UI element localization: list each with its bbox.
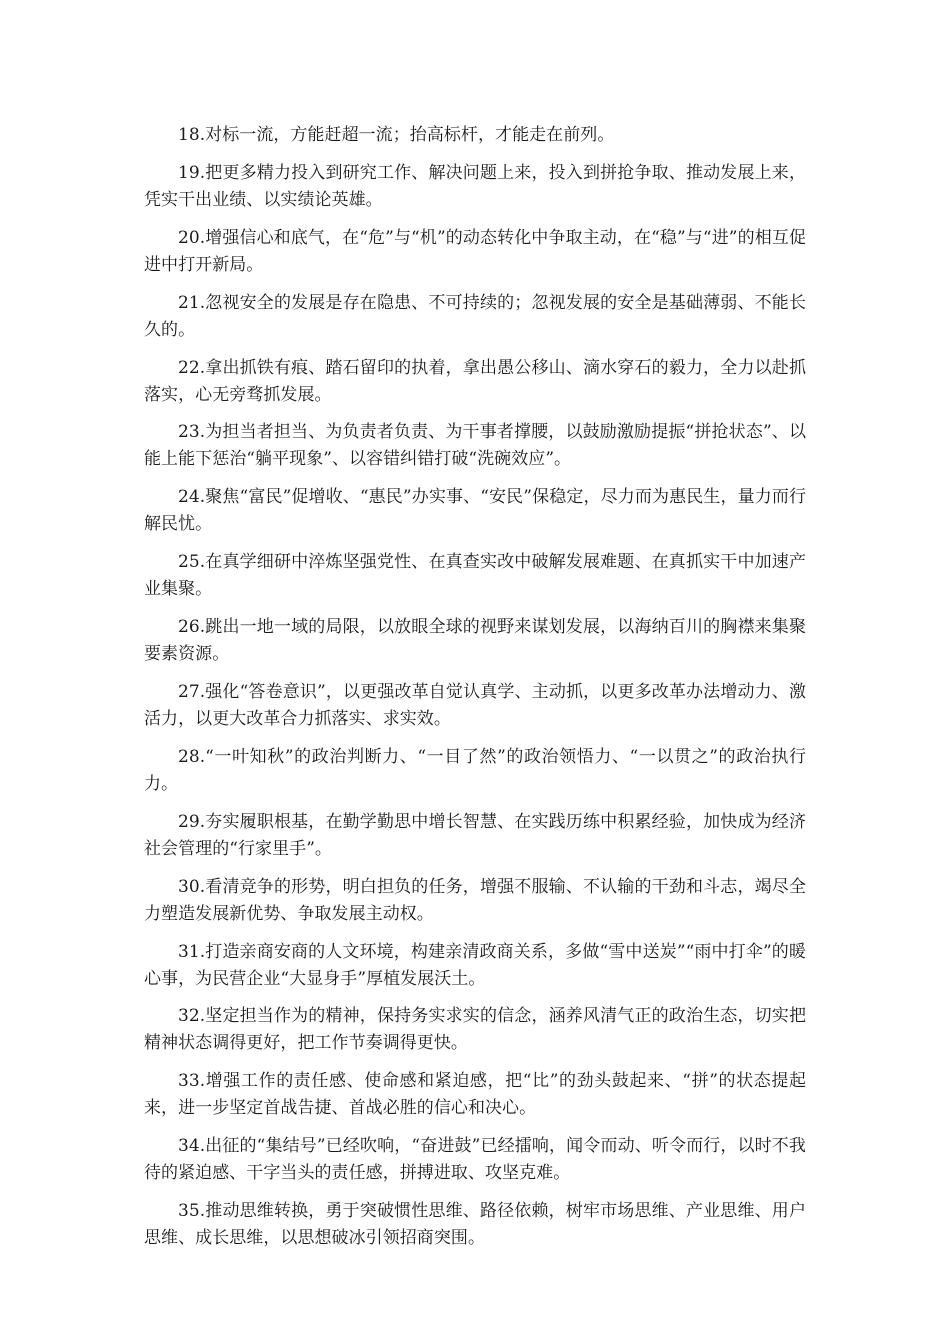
paragraph-23: 23.为担当者担当、为负责者负责、为干事者撑腰，以鼓励激励提振“拼抢状态”、以能上能下惩治“躺平现象”、以容错纠错打破“洗碗效应”。	[144, 422, 806, 470]
paragraph-35: 35.推动思维转换，勇于突破惯性思维、路径依赖，树牢市场思维、产业思维、用户思维、成长思维，以思想破冰引领招商突围。	[144, 1201, 806, 1249]
paragraph-24: 24.聚焦“富民”促增收、“惠民”办实事、“安民”保稳定，尽力而为惠民生，量力而行解民忧。	[144, 487, 806, 535]
paragraph-34: 34.出征的“集结号”已经吹响，“奋进鼓”已经擂响，闻令而动、听令而行，以时不我待的紧迫感、干字当头的责任感，拼搏进取、攻坚克难。	[144, 1136, 806, 1184]
paragraph-20: 20.增强信心和底气，在“危”与“机”的动态转化中争取主动，在“稳”与“进”的相互促进中打开新局。	[144, 227, 806, 275]
paragraph-22: 22.拿出抓铁有痕、踏石留印的执着，拿出愚公移山、滴水穿石的毅力，全力以赴抓落实，心无旁骛抓发展。	[144, 357, 806, 405]
paragraph-33: 33.增强工作的责任感、使命感和紧迫感，把“比”的劲头鼓起来、“拼”的状态提起来，进一步坚定首战告捷、首战必胜的信心和决心。	[144, 1071, 806, 1119]
paragraph-21: 21.忽视安全的发展是存在隐患、不可持续的；忽视发展的安全是基础薄弱、不能长久的。	[144, 292, 806, 340]
paragraph-29: 29.夯实履职根基，在勤学勤思中增长智慧、在实践历练中积累经验，加快成为经济社会管理的“行家里手”。	[144, 811, 806, 859]
paragraph-25: 25.在真学细研中淬炼坚强党性、在真查实改中破解发展难题、在真抓实干中加速产业集聚。	[144, 552, 806, 600]
paragraph-28: 28.“一叶知秋”的政治判断力、“一目了然”的政治领悟力、“一以贯之”的政治执行力。	[144, 746, 806, 794]
paragraph-18: 18.对标一流，方能赶超一流；抬高标杆，才能走在前列。	[178, 125, 615, 145]
paragraph-31: 31.打造亲商安商的人文环境，构建亲清政商关系，多做“雪中送炭”“雨中打伞”的暖心事，为民营企业“大显身手”厚植发展沃土。	[144, 941, 806, 989]
paragraph-19: 19.把更多精力投入到研究工作、解决问题上来，投入到拼抢争取、推动发展上来，凭实干出业绩、以实绩论英雄。	[144, 162, 806, 210]
paragraph-26: 26.跳出一地一域的局限，以放眼全球的视野来谋划发展，以海纳百川的胸襟来集聚要素资源。	[144, 617, 806, 665]
paragraph-27: 27.强化“答卷意识”，以更强改革自觉认真学、主动抓，以更多改革办法增动力、激活力，以更大改革合力抓落实、求实效。	[144, 682, 806, 730]
paragraph-30: 30.看清竞争的形势，明白担负的任务，增强不服输、不认输的干劲和斗志，竭尽全力塑造发展新优势、争取发展主动权。	[144, 876, 806, 924]
document-body	[144, 122, 806, 1263]
paragraph-32: 32.坚定担当作为的精神，保持务实求实的信念，涵养风清气正的政治生态，切实把精神状态调得更好，把工作节奏调得更快。	[144, 1006, 806, 1054]
